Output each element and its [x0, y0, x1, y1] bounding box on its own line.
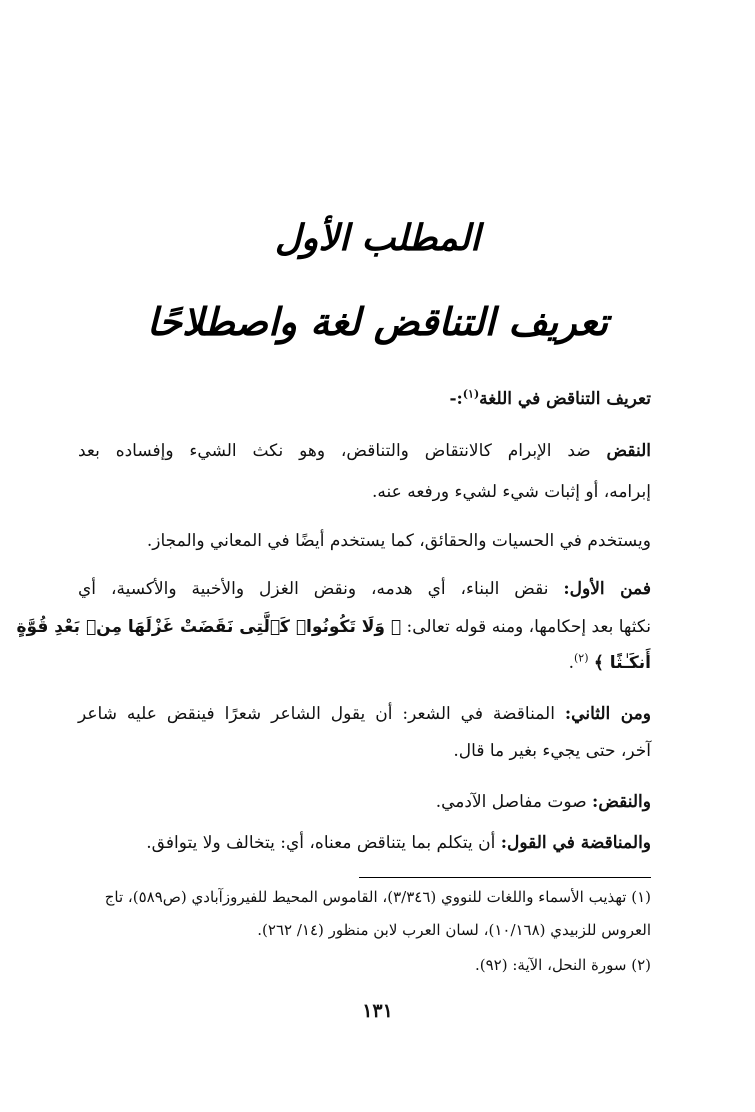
term-first: فمن الأول:: [563, 579, 651, 599]
p3-text-1: نقض البناء، أي هدمه، ونقض الغزل والأخبية والأكسية، أي: [78, 579, 549, 599]
quran-verse-part-1: ﴿ وَلَا تَكُونُوا۟ كَٱلَّتِى نَقَضَتْ غَزْلَهَا مِنۢ بَعْدِ قُوَّةٍ: [16, 617, 402, 637]
paragraph-3-line-2: [16, 616, 651, 638]
footnote-ref-1: (١): [462, 387, 480, 401]
p3-end: .: [568, 653, 574, 673]
paragraph-4-line-2: آخر، حتى يجيء بغير ما قال.: [453, 741, 651, 761]
paragraph-3-line-1: [78, 578, 651, 600]
paragraph-3-line-3: [78, 652, 651, 674]
paragraph-1-line-2: إبرامه، أو إثبات شيء لشيء ورفعه عنه.: [372, 482, 651, 502]
footnote-divider: [359, 877, 651, 878]
subheading-text: تعريف التناقض في اللغة: [479, 389, 651, 409]
subheading: [78, 388, 651, 410]
p6-text: أن يتكلم بما يتناقض معناه، أي: يتخالف ولا يتوافق.: [146, 833, 496, 853]
footnote-ref-2: (٢): [573, 651, 589, 665]
term-second: ومن الثاني:: [564, 704, 651, 724]
footnote-1-line-1: (١) تهذيب الأسماء واللغات للنووي (٣/٣٤٦)، القاموس المحيط للفيروزآبادي (ص٥٨٩)، تاج: [104, 888, 651, 906]
paragraph-6: [78, 832, 651, 854]
footnote-1-line-2: العروس للزبيدي (١٠/١٦٨)، لسان العرب لابن منظور (١٤/ ٢٦٢).: [257, 921, 651, 939]
footnote-2: (٢) سورة النحل، الآية: (٩٢).: [474, 956, 651, 974]
term-munaqada: والمناقضة في القول:: [500, 833, 651, 853]
section-subtitle: تعريف التناقض لغة واصطلاحًا: [146, 300, 609, 344]
subheading-suffix: :-: [449, 389, 463, 409]
paragraph-2: ويستخدم في الحسيات والحقائق، كما يستخدم أيضًا في المعاني والمجاز.: [146, 531, 651, 551]
p5-text: صوت مفاصل الآدمي.: [435, 792, 587, 812]
term-naqd-2: والنقض:: [592, 792, 651, 812]
paragraph-4-line-1: [78, 703, 651, 725]
page-number: ١٣١: [362, 1000, 393, 1022]
term-naqd: النقض: [606, 441, 652, 461]
p4-text-1: المناقضة في الشعر: أن يقول الشاعر شعرًا فينقض عليه شاعر: [78, 704, 555, 724]
paragraph-5: [78, 791, 651, 813]
p3-text-2: نكثها بعد إحكامها، ومنه قوله تعالى:: [406, 617, 651, 637]
section-title: المطلب الأول: [274, 218, 481, 259]
paragraph-1-line-1: [78, 440, 651, 462]
p1-text-1: ضد الإبرام كالانتقاض والتناقض، وهو نكث الشيء وإفساده بعد: [78, 441, 591, 461]
quran-verse-part-2: أَنكَـٰثًا ﴾: [593, 653, 651, 673]
